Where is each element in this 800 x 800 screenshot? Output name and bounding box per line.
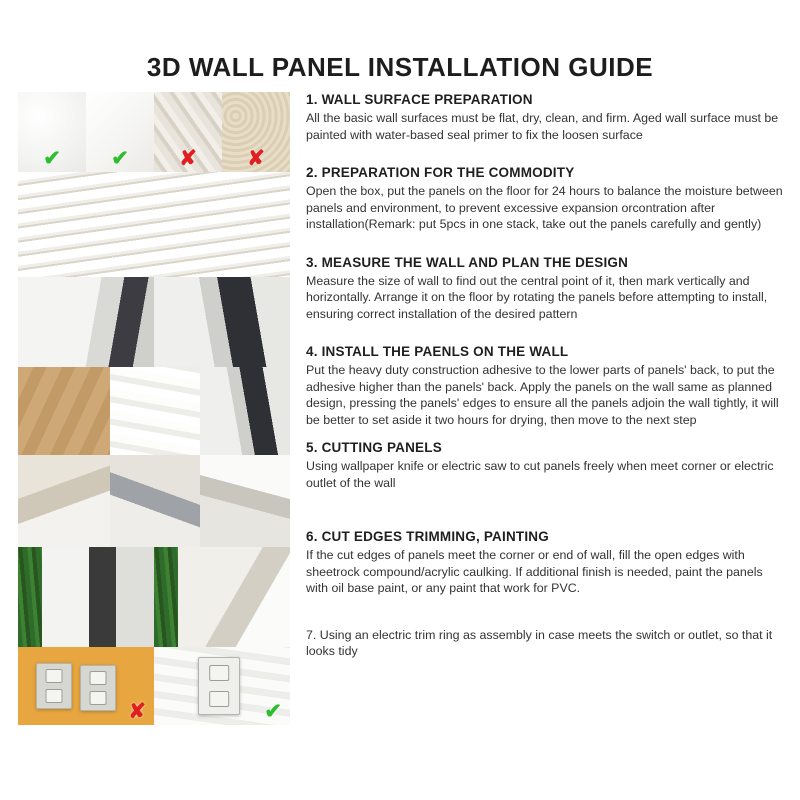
- image-flat-smooth-wall: [18, 92, 86, 172]
- step-1-body: All the basic wall surfaces must be flat, dry, clean, and firm. Aged wall surface must be painted with water-based seal primer to fix the loosen surface: [306, 111, 779, 142]
- step-2-heading: 2. PREPARATION FOR THE COMMODITY: [306, 165, 575, 180]
- approved-mark-icon: ✔: [43, 147, 61, 170]
- step-3-heading: 3. MEASURE THE WALL AND PLAN THE DESIGN: [306, 254, 629, 270]
- image-row-surface-samples: [18, 92, 290, 172]
- image-stacked-panels-on-floor: [18, 172, 290, 277]
- guide-body: [0, 92, 800, 762]
- image-grass-edge-sample: [18, 547, 42, 647]
- rejected-mark-icon: ✘: [179, 147, 197, 170]
- steps-column: [306, 92, 784, 672]
- image-worker-pressing-panel: [200, 367, 290, 455]
- rejected-mark-icon: ✘: [247, 147, 265, 170]
- image-worker-marking-wall: [18, 277, 154, 367]
- step-1: [306, 92, 784, 143]
- image-panel-pattern-closeup: [110, 367, 200, 455]
- outlet-socket-with-ring: [198, 657, 240, 715]
- image-gloved-hands-applying-adhesive: [18, 455, 110, 547]
- step-4: [306, 344, 784, 428]
- image-column: [18, 92, 290, 752]
- image-clean-painted-wall: [86, 92, 154, 172]
- step-3: [306, 255, 784, 323]
- image-putty-knife-filling-edge: [178, 547, 290, 647]
- step-6-body: If the cut edges of panels meet the corner or end of wall, fill the open edges with sheetrock compound/acrylic caulking. If additional finish is needed, paint the panels with oil base paint, or any paint that work for PVC.: [306, 548, 763, 595]
- step-1-heading: 1. WALL SURFACE PREPARATION: [306, 92, 533, 107]
- image-row-layout-install: [18, 367, 290, 455]
- page-title: 3D WALL PANEL INSTALLATION GUIDE: [146, 52, 654, 82]
- approved-mark-icon: ✔: [111, 147, 129, 170]
- step-6: [306, 529, 784, 597]
- image-grass-edge-sample-2: [154, 547, 178, 647]
- step-7-body: 7. Using an electric trim ring as assembly in case meets the switch or outlet, so that it looks tidy: [306, 627, 773, 658]
- image-cutting-panel-with-knife: [200, 455, 290, 547]
- outlet-socket: [36, 663, 72, 709]
- image-worker-measuring-wall: [154, 277, 290, 367]
- approved-mark-icon: ✔: [264, 700, 282, 723]
- step-3-body: Measure the size of wall to find out the central point of it, then mark vertically and horizontally. Arrange it on the floor by rotating the panels before attempting to install, ensuring correct installation of the desired pattern: [306, 273, 768, 321]
- image-paint-roller-on-panel: [42, 547, 154, 647]
- step-4-body: Put the heavy duty construction adhesive to the lower parts of panels' back, to put the adhesive higher than the panels' back. Apply the panels on the wall same as planned design, pressing the panels' edges to ensure all the panels adjoin the wall tightly, it will be better to set aside it two hours for drying, then move to the next step: [306, 363, 779, 427]
- image-row-adhesive-cutting: [18, 455, 290, 547]
- image-panel-stack: [18, 172, 290, 277]
- image-row-measuring: [18, 277, 290, 367]
- step-5-body: Using wallpaper knife or electric saw to cut panels freely when meet corner or electric outlet of the wall: [306, 459, 774, 490]
- image-peeling-paint-wall: [154, 92, 222, 172]
- outlet-socket: [80, 665, 116, 711]
- step-5: [306, 440, 784, 491]
- rejected-mark-icon: ✘: [128, 700, 146, 723]
- image-row-trimming-painting: [18, 547, 290, 647]
- step-6-heading: 6. CUT EDGES TRIMMING, PAINTING: [306, 529, 549, 544]
- image-panels-arranged-on-floor: [18, 367, 110, 455]
- image-spray-adhesive-on-panel: [110, 455, 200, 547]
- step-5-heading: 5. CUTTING PANELS: [306, 440, 442, 455]
- image-outlet-without-trim-ring: [18, 647, 154, 725]
- image-outlet-with-trim-ring: [154, 647, 290, 725]
- image-rough-textured-wall: [222, 92, 290, 172]
- step-2-body: Open the box, put the panels on the floor for 24 hours to balance the moisture between panels and environment, to prevent excessive expansion orcontration after installation(Remark: put 5pcs in one stack, take out the panels carefully and gently): [306, 184, 783, 231]
- step-7: [306, 627, 784, 660]
- image-row-outlets: [18, 647, 290, 725]
- step-4-heading: 4. INSTALL THE PAENLS ON THE WALL: [306, 344, 569, 359]
- step-2: [306, 165, 784, 233]
